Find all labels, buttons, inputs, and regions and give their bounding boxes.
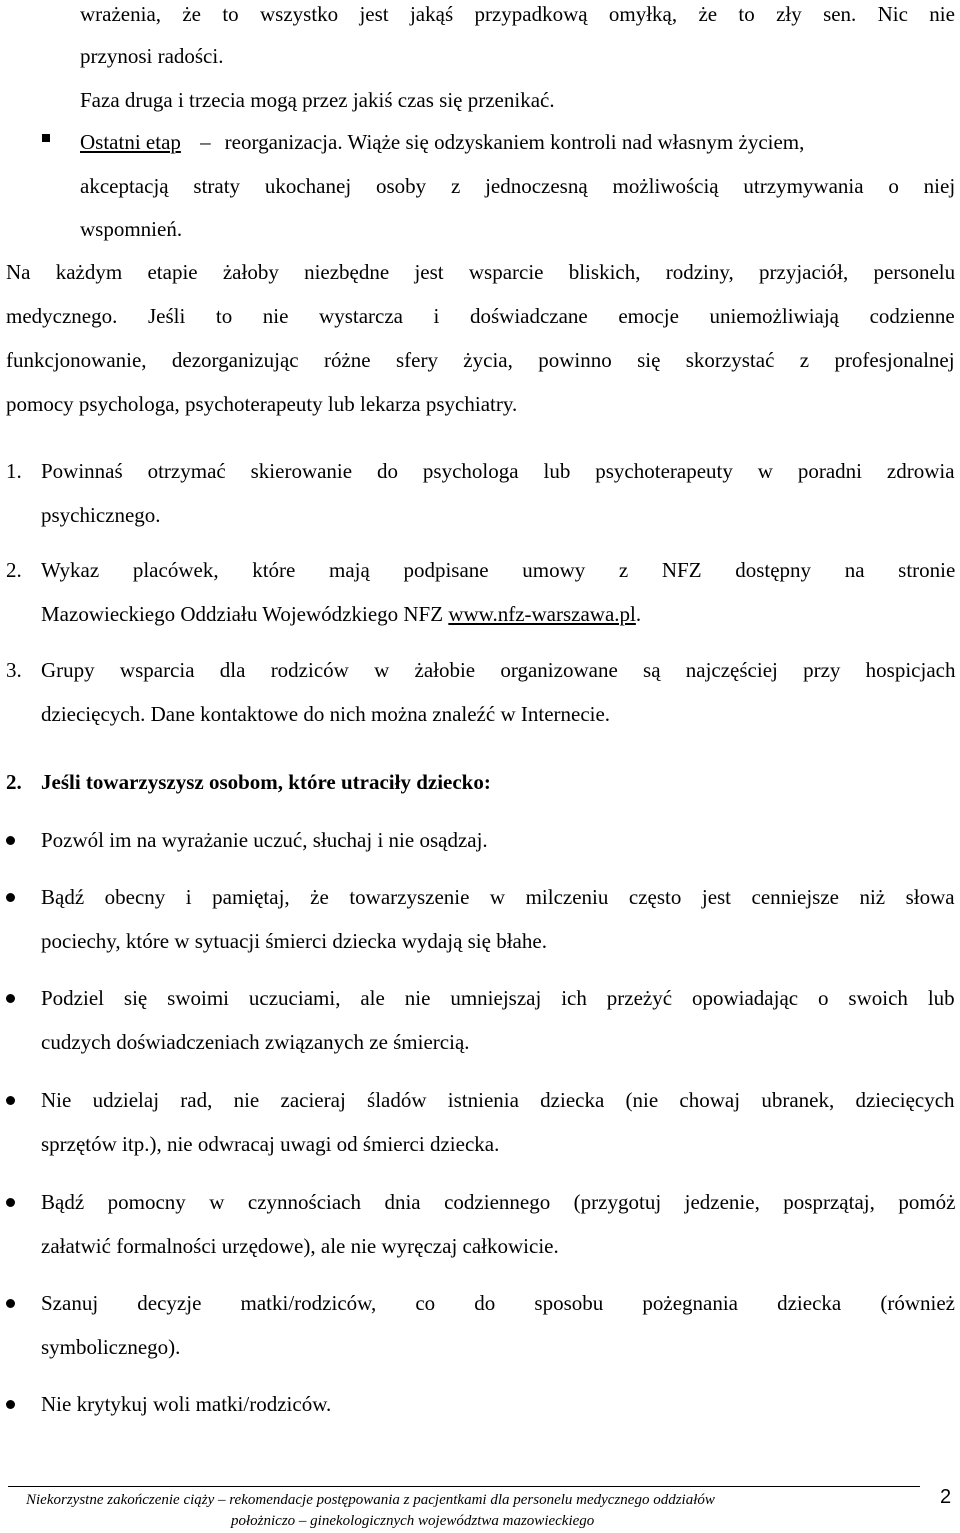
numbered-item-1-number: 1.	[6, 459, 22, 483]
numbered-item-2-line-2	[41, 600, 641, 628]
numbered-item-3-number: 3.	[6, 658, 22, 682]
numbered-item-2-number: 2.	[6, 558, 22, 582]
bullet-6-line-2: symbolicznego).	[41, 1335, 181, 1359]
numbered-item-2-line-2-end: .	[635, 602, 642, 626]
bullet-3-line-1: Podziel się swoimi uczuciami, ale nie umniejszaj ich przeżyć opowiadając o swoich lub	[41, 986, 955, 1010]
numbered-item-1-line-1: Powinnaś otrzymać skierowanie do psychologa lub psychoterapeuty w poradni zdrowia	[41, 459, 955, 483]
top-line-3: Faza druga i trzecia mogą przez jakiś czas się przenikać.	[80, 88, 555, 112]
bullet-icon	[6, 1198, 15, 1207]
page-number: 2	[940, 1486, 952, 1508]
stage-line-1-rest: reorganizacja. Wiąże się odzyskaniem kontroli nad własnym życiem,	[224, 130, 805, 154]
bullet-icon	[6, 1400, 15, 1409]
stage-line-2: akceptacją straty ukochanej osoby z jednoczesną możliwością utrzymywania o niej	[80, 174, 956, 198]
numbered-item-1-line-2: psychicznego.	[41, 503, 161, 527]
footer-line-2: położniczo – ginekologicznych województwa mazowieckiego	[231, 1513, 595, 1529]
stage-line-1	[80, 128, 955, 156]
top-line-2: przynosi radości.	[80, 44, 224, 68]
bullet-icon	[6, 1299, 15, 1308]
bullet-5-line-1: Bądź pomocny w czynnościach dnia codziennego (przygotuj jedzenie, posprzątaj, pomóż	[41, 1190, 956, 1214]
paragraph-line-3: funkcjonowanie, dezorganizując różne sfery życia, powinno się skorzystać z profesjonalnej	[6, 348, 955, 372]
numbered-item-2-line-2-text: Mazowieckiego Oddziału Wojewódzkiego NFZ	[41, 602, 449, 626]
top-line-1: wrażenia, że to wszystko jest jakąś przypadkową omyłką, że to zły sen. Nic nie	[80, 2, 955, 26]
bullet-2-line-1: Bądź obecny i pamiętaj, że towarzyszenie w milczeniu często jest cenniejsze niż słowa	[41, 885, 955, 909]
stage-line-3: wspomnień.	[80, 217, 183, 241]
footer-line-1: Niekorzystne zakończenie ciąży – rekomendacje postępowania z pacjentkami dla personelu medycznego oddziałów	[26, 1492, 715, 1508]
nfz-link[interactable]: www.nfz-warszawa.pl	[448, 602, 636, 626]
paragraph-line-4: pomocy psychologa, psychoterapeuty lub lekarza psychiatry.	[6, 392, 518, 416]
bullet-6-line-1: Szanuj decyzje matki/rodziców, co do sposobu pożegnania dziecka (również	[41, 1291, 955, 1315]
bullet-4-line-1: Nie udzielaj rad, nie zacieraj śladów istnienia dziecka (nie chowaj ubranek, dziecięcych	[41, 1088, 955, 1112]
stage-title: Ostatni etap	[80, 130, 181, 154]
bullet-icon	[6, 1096, 15, 1105]
bullet-4-line-2: sprzętów itp.), nie odwracaj uwagi od śmierci dziecka.	[41, 1132, 500, 1156]
bullet-5-line-2: załatwić formalności urzędowe), ale nie wyręczaj całkowicie.	[41, 1234, 559, 1258]
numbered-item-3-line-1: Grupy wsparcia dla rodziców w żałobie organizowane są najczęściej przy hospicjach	[41, 658, 956, 682]
footer-rule	[8, 1486, 920, 1487]
bullet-7-line-1: Nie krytykuj woli matki/rodziców.	[41, 1392, 332, 1416]
numbered-item-2-line-1: Wykaz placówek, które mają podpisane umowy z NFZ dostępny na stronie	[41, 558, 956, 582]
square-bullet-icon	[42, 134, 50, 142]
paragraph-line-1: Na każdym etapie żałoby niezbędne jest wsparcie bliskich, rodziny, przyjaciół, personelu	[6, 260, 956, 284]
bullet-icon	[6, 893, 15, 902]
bullet-icon	[6, 994, 15, 1003]
numbered-item-3-line-2: dziecięcych. Dane kontaktowe do nich można znaleźć w Internecie.	[41, 702, 611, 726]
section-number: 2.	[6, 770, 22, 794]
bullet-1-line-1: Pozwól im na wyrażanie uczuć, słuchaj i nie osądzaj.	[41, 828, 488, 852]
bullet-3-line-2: cudzych doświadczeniach związanych ze śmiercią.	[41, 1030, 470, 1054]
paragraph-line-2: medycznego. Jeśli to nie wystarcza i doświadczane emocje uniemożliwiają codzienne	[6, 304, 955, 328]
stage-dash: –	[200, 130, 211, 154]
bullet-icon	[6, 836, 15, 845]
bullet-2-line-2: pociechy, które w sytuacji śmierci dziecka wydają się błahe.	[41, 929, 547, 953]
section-title: Jeśli towarzyszysz osobom, które utraciły dziecko:	[41, 770, 491, 794]
